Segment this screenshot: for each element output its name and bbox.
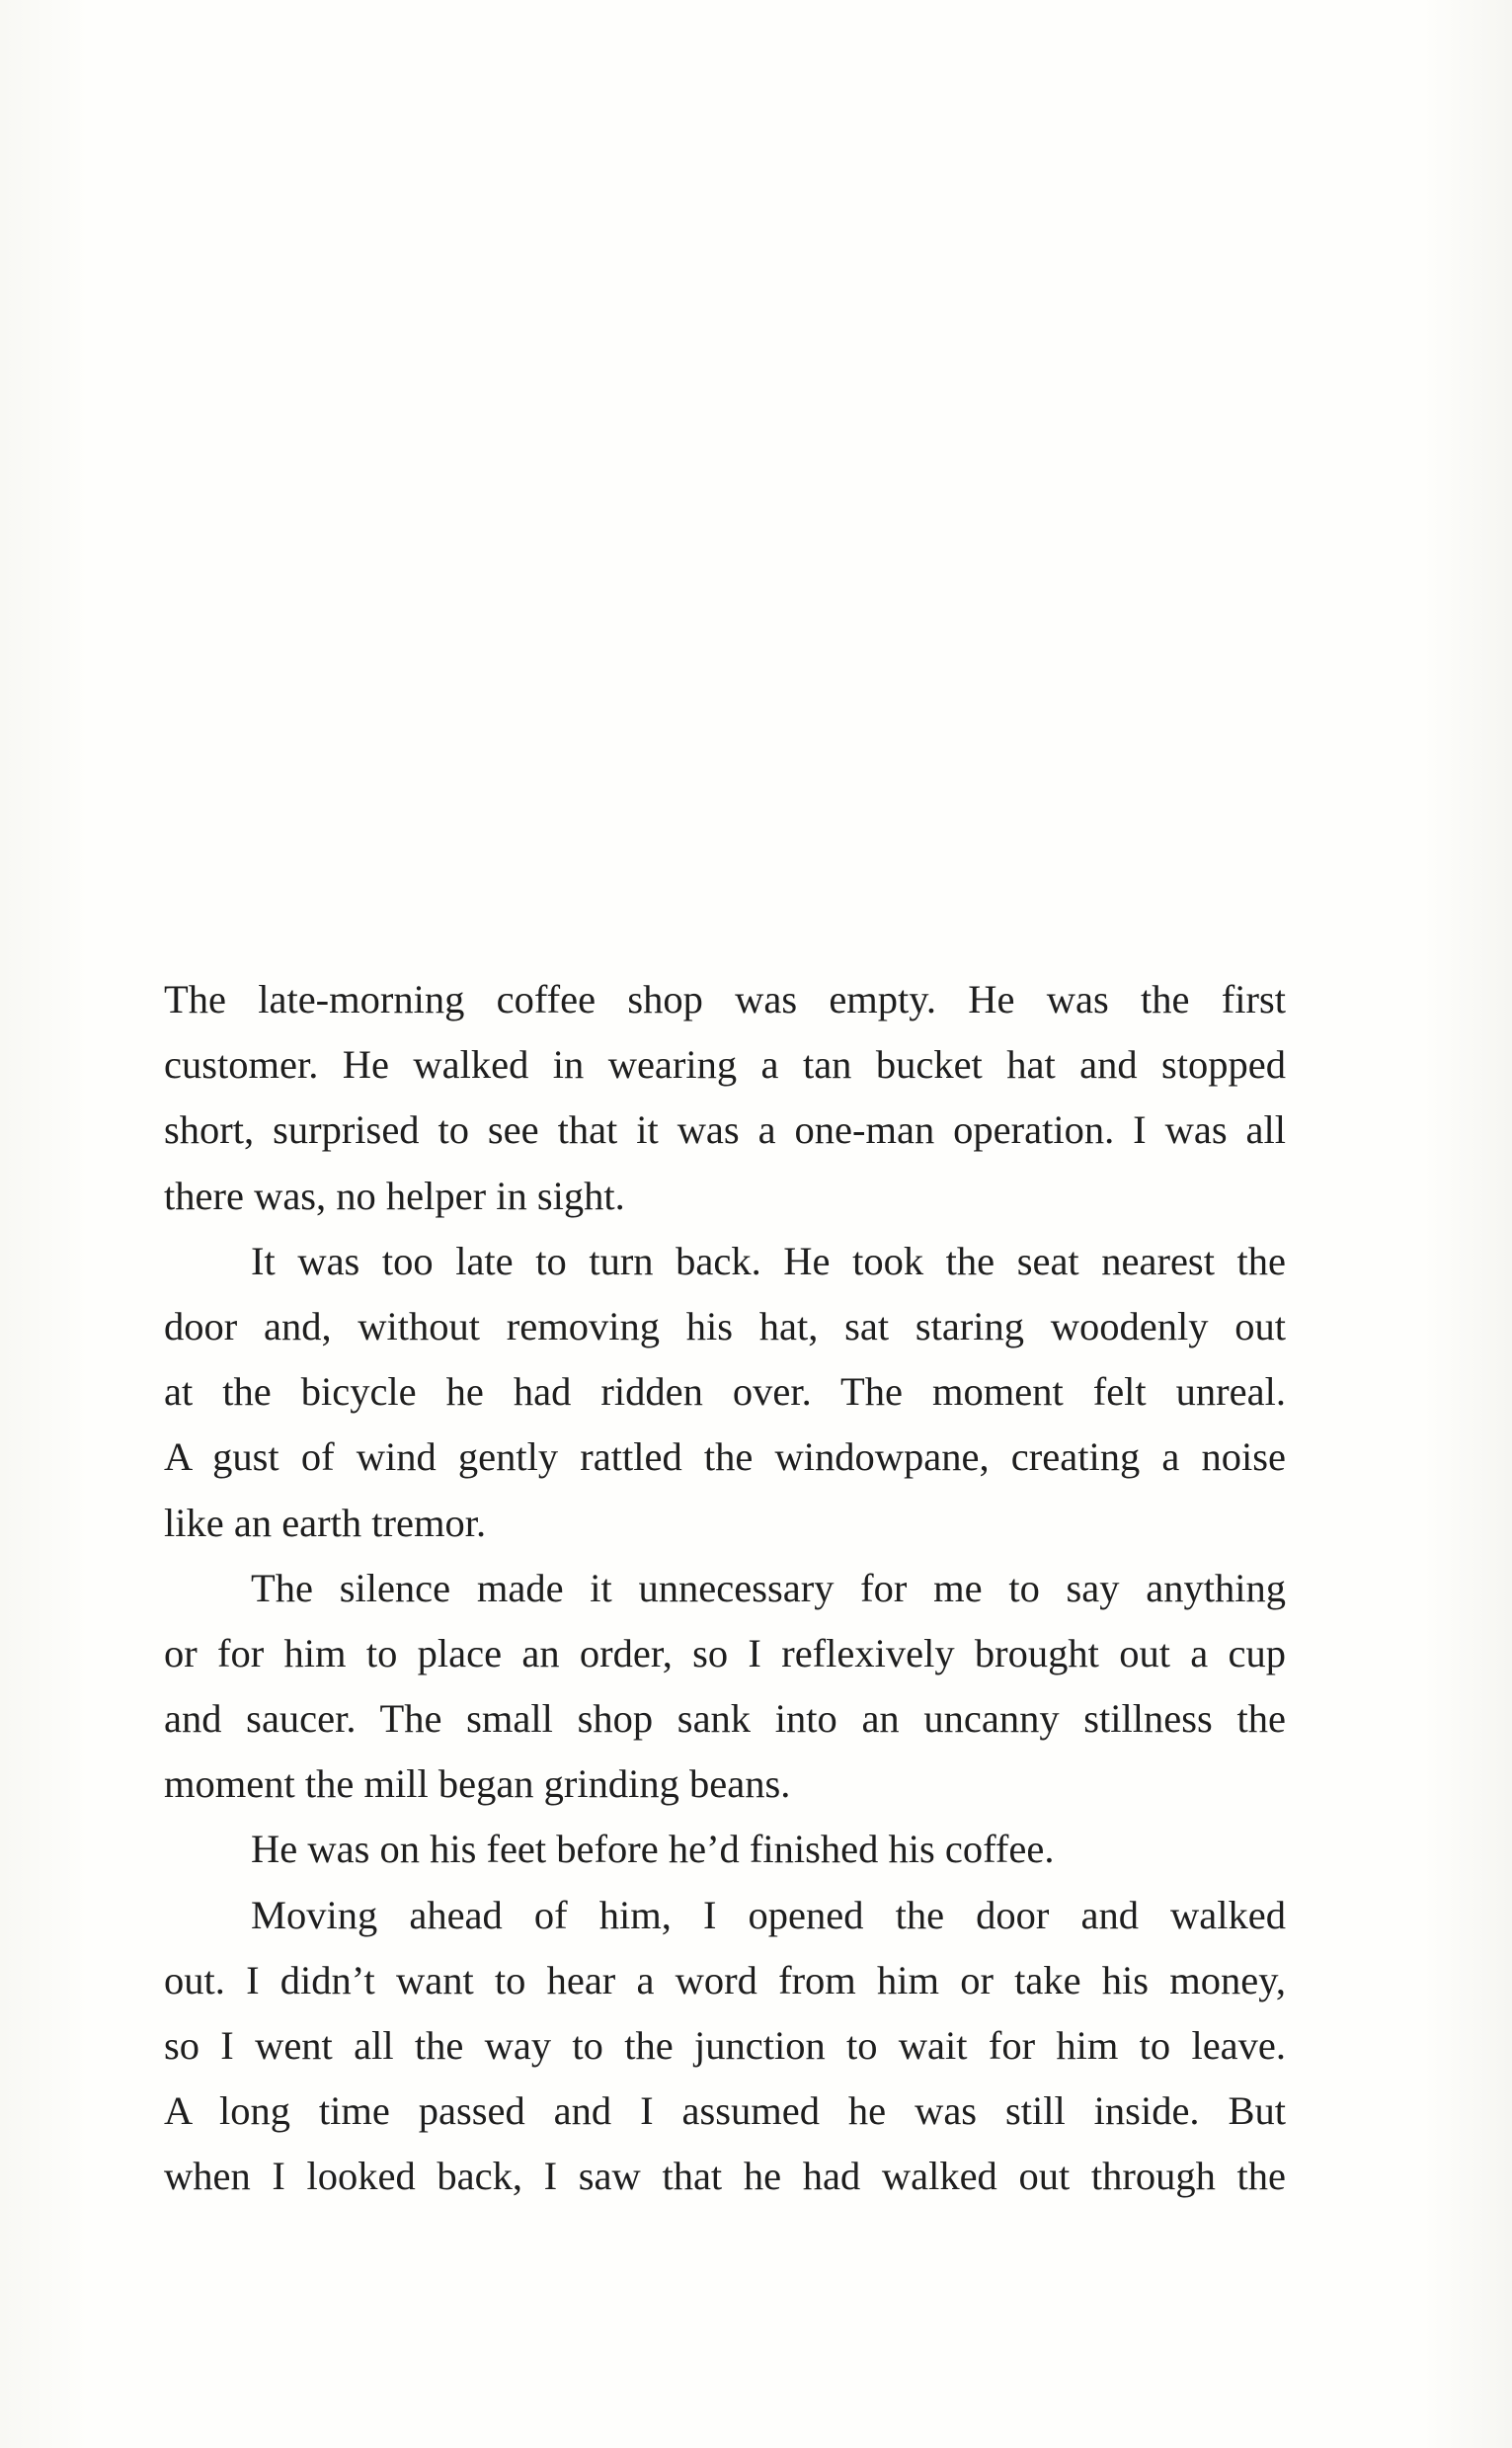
text-line: there was, no helper in sight. [164,1173,625,1218]
text-line: like an earth tremor. [164,1500,487,1545]
text-line: moment the mill began grinding beans. [164,1761,791,1807]
text-line: out. I didn’t want to hear a word from him or take his money, [164,1957,1286,2002]
text-line: A gust of wind gently rattled the windowpane, creating a noise [164,1434,1286,1480]
text-line: Moving ahead of him, I opened the door and walked [251,1892,1286,1937]
text-line: It was too late to turn back. He took the seat nearest the [251,1238,1286,1283]
text-line: The silence made it unnecessary for me to say anything [251,1565,1286,1610]
text-line: customer. He walked in wearing a tan bucket hat and stopped [164,1042,1286,1088]
text-line: He was on his feet before he’d finished his coffee. [251,1827,1055,1872]
text-line: and saucer. The small shop sank into an uncanny stillness the [164,1696,1286,1742]
text-line: at the bicycle he had ridden over. The moment felt unreal. [164,1369,1286,1415]
text-line: so I went all the way to the junction to wait for him to leave. [164,2023,1286,2068]
body-text [164,967,1286,2210]
text-line: door and, without removing his hat, sat staring woodenly out [164,1303,1286,1348]
text-line: or for him to place an order, so I reflexively brought out a cup [164,1630,1286,1675]
text-line: short, surprised to see that it was a one-man operation. I was all [164,1107,1286,1153]
text-line: The late-morning coffee shop was empty. He was the first [164,977,1286,1021]
text-line: A long time passed and I assumed he was still inside. But [164,2088,1286,2134]
text-line: when I looked back, I saw that he had walked out through the [164,2154,1286,2199]
